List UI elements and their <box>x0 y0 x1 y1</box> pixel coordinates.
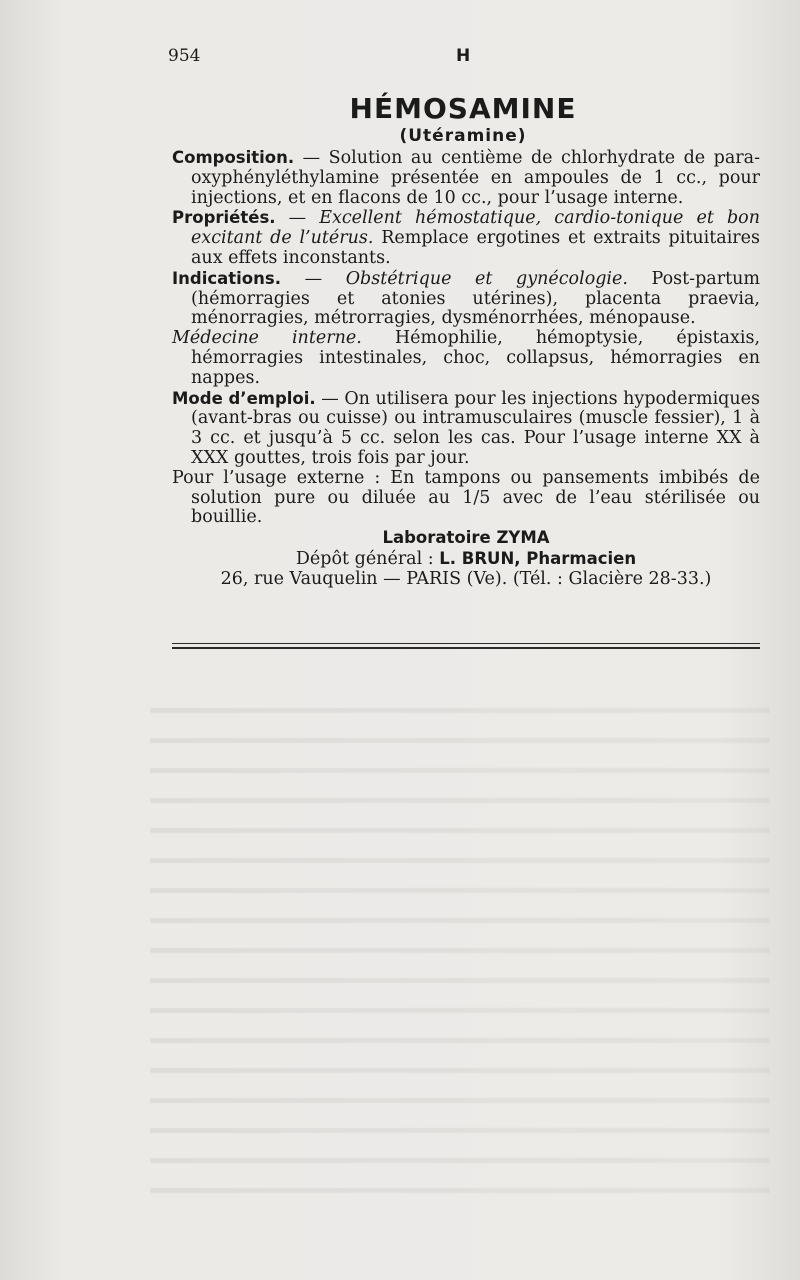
mode-emploi-heading: Mode d’emploi. <box>172 388 316 408</box>
address-line: 26, rue Vauquelin — PARIS (Ve). (Tél. : Glacière 28-33.) <box>220 568 712 589</box>
indications-italic: Obstétrique et gynécologie. <box>345 268 628 289</box>
indications-text: Post-partum (hémorragies et atonies utérines), placenta praevia, ménorragies, métrorragies, dysménorrhées, ménopause. <box>191 268 760 329</box>
composition-paragraph <box>172 148 760 208</box>
entry-body <box>172 148 760 590</box>
entry-title: HÉMOSAMINE <box>349 92 577 125</box>
composition-heading: Composition. <box>172 148 295 167</box>
mode-emploi-text: — On utilisera pour les injections hypodermiques (avant-bras ou cuisse) ou intramusculaires (muscle fessier), 1 à 3 cc. et jusqu’à 5 cc. selon les cas. Pour l’usage interne XX à XXX gouttes, trois fois par jour. <box>191 388 760 468</box>
medecine-text: Hémophilie, hémoptysie, épistaxis, hémorragies intestinales, choc, collapsus, hémorragies en nappes. <box>191 328 761 388</box>
proprietes-paragraph <box>172 208 760 268</box>
mode-emploi-paragraph <box>172 389 760 469</box>
proprietes-text: Remplace ergotines et extraits pituitaires aux effets inconstants. <box>191 228 760 268</box>
laboratory-name: Laboratoire ZYMA <box>382 528 550 548</box>
depot-line <box>172 549 760 570</box>
indications-heading: Indications. <box>172 268 281 288</box>
indications-paragraph <box>172 269 760 329</box>
proprietes-italic: Excellent hémostatique, cardio-tonique et bon excitant de l’utérus. <box>191 208 760 249</box>
bleed-through-shadow <box>150 690 770 1210</box>
laboratory-line <box>172 528 760 549</box>
separator-rule-thick <box>172 647 760 649</box>
depot-prefix: Dépôt général : <box>295 548 440 569</box>
page-header <box>168 46 758 72</box>
medecine-italic: Médecine interne. <box>172 328 362 349</box>
usage-externe-text: Pour l’usage externe : En tampons ou pansements imbibés de solution pure ou diluée au 1/5 avec de l’eau stérilisée ou bouillie. <box>172 467 760 528</box>
entry-subtitle: (Utéramine) <box>399 126 527 146</box>
usage-externe-paragraph <box>172 469 760 528</box>
separator-rule-thin <box>172 643 760 644</box>
depot-name: L. BRUN, Pharmacien <box>439 548 637 568</box>
medecine-paragraph <box>172 329 760 388</box>
indications-dash: — <box>280 268 346 289</box>
proprietes-dash: — <box>275 208 320 229</box>
page-number: 954 <box>168 46 201 66</box>
proprietes-heading: Propriétés. <box>172 208 276 228</box>
section-letter: H <box>456 46 471 66</box>
composition-text: — Solution au centième de chlorhydrate de para-oxyphényléthylamine présentée en ampoules de 1 cc., pour injections, et en flacons de 10 cc., pour l’usage interne. <box>191 148 760 208</box>
